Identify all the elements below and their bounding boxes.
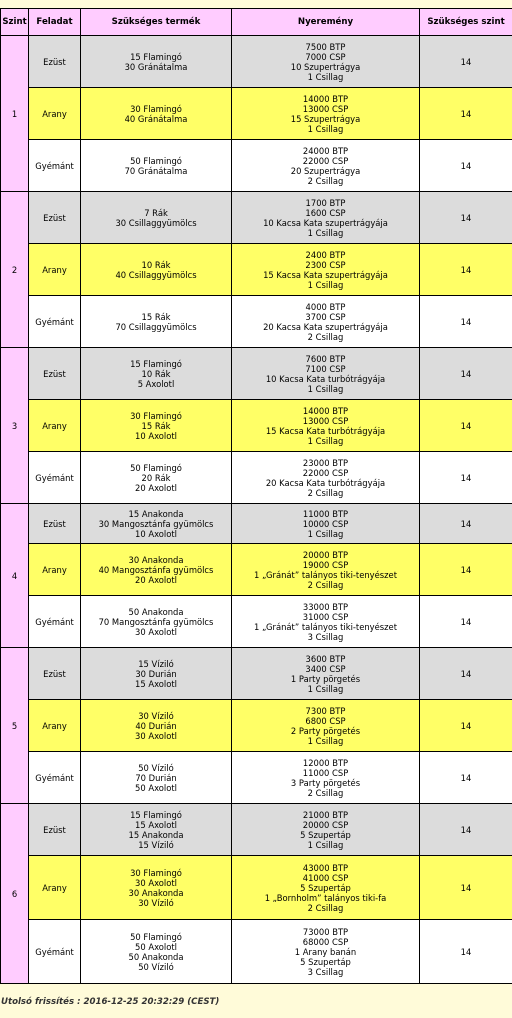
reward-line: 1700 BTP <box>305 197 346 208</box>
product-line: 30 Flamingó <box>130 103 182 114</box>
reward-line: 7600 BTP <box>305 353 346 364</box>
table-row <box>1 244 512 296</box>
reward-line: 5 Szupertáp <box>300 882 351 893</box>
product-line: 50 Flamingó <box>130 462 182 473</box>
task-name: Ezüst <box>29 804 81 856</box>
reward-line: 22000 CSP <box>302 155 349 166</box>
product-line: 50 Axolotl <box>135 941 177 952</box>
required-level: 14 <box>420 244 512 296</box>
reward-line: 1 Csillag <box>307 735 344 746</box>
product-line: 50 Víziló <box>138 961 174 972</box>
product-line: 15 Rák <box>141 311 171 322</box>
reward-line: 2 Csillag <box>307 579 344 590</box>
product-line: 15 Flamingó <box>130 358 182 369</box>
product-line: 30 Axolotl <box>135 877 177 888</box>
reward-line: 3 Party pörgetés <box>290 777 361 788</box>
product-line: 50 Víziló <box>138 762 174 773</box>
task-name: Gyémánt <box>29 140 81 192</box>
product-line: 40 Mangosztánfa gyümölcs <box>98 564 214 575</box>
reward-line: 1 Csillag <box>307 279 344 290</box>
required-level: 14 <box>420 452 512 504</box>
task-rewards <box>232 544 420 596</box>
reward-line: 68000 CSP <box>302 936 349 947</box>
table-row <box>1 596 512 648</box>
task-products <box>81 400 232 452</box>
reward-line: 1 Csillag <box>307 528 344 539</box>
product-line: 70 Gránátalma <box>124 165 188 176</box>
product-line: 30 Víziló <box>138 710 174 721</box>
table-row <box>1 804 512 856</box>
table-row <box>1 700 512 752</box>
reward-line: 3 Csillag <box>307 966 344 977</box>
task-products <box>81 348 232 400</box>
task-rewards <box>232 348 420 400</box>
task-name: Gyémánt <box>29 296 81 348</box>
task-products <box>81 140 232 192</box>
task-rewards <box>232 856 420 920</box>
task-name: Gyémánt <box>29 752 81 804</box>
task-products <box>81 296 232 348</box>
task-products <box>81 648 232 700</box>
task-rewards <box>232 296 420 348</box>
reward-line: 73000 BTP <box>302 926 349 937</box>
reward-line: 2 Party pörgetés <box>290 725 361 736</box>
product-line: 30 Anakonda <box>128 554 184 565</box>
product-line: 5 Axolotl <box>137 378 175 389</box>
task-products <box>81 700 232 752</box>
reward-line: 1 „Bornholm” talányos tiki-fa <box>264 892 387 903</box>
product-line: 10 Rák <box>141 259 171 270</box>
product-line: 10 Rák <box>141 368 171 379</box>
task-name: Arany <box>29 88 81 140</box>
reward-line: 1 Party pörgetés <box>290 673 361 684</box>
reward-line: 10000 CSP <box>302 518 349 529</box>
product-line: 15 Flamingó <box>130 51 182 62</box>
header-level: Szint <box>1 9 29 36</box>
product-line: 70 Csillaggyümölcs <box>115 321 197 332</box>
task-name: Arany <box>29 244 81 296</box>
reward-line: 2 Csillag <box>307 175 344 186</box>
task-rewards <box>232 752 420 804</box>
header-required-level: Szükséges szint <box>420 9 512 36</box>
reward-line: 1 Csillag <box>307 435 344 446</box>
task-products <box>81 752 232 804</box>
product-line: 7 Rák <box>144 207 168 218</box>
reward-line: 23000 BTP <box>302 457 349 468</box>
level-cell: 5 <box>1 648 29 804</box>
header-products: Szükséges termék <box>81 9 232 36</box>
product-line: 15 Axolotl <box>135 819 177 830</box>
product-line: 15 Víziló <box>138 839 174 850</box>
task-products <box>81 36 232 88</box>
reward-line: 2400 BTP <box>305 249 346 260</box>
product-line: 40 Gránátalma <box>124 113 188 124</box>
reward-line: 1 Csillag <box>307 383 344 394</box>
reward-line: 11000 BTP <box>302 508 349 519</box>
table-row <box>1 348 512 400</box>
task-name: Arany <box>29 400 81 452</box>
reward-line: 41000 CSP <box>302 872 349 883</box>
product-line: 50 Anakonda <box>128 951 184 962</box>
reward-line: 20000 BTP <box>302 549 349 560</box>
task-rewards <box>232 400 420 452</box>
last-updated: Utolsó frissítés : 2016-12-25 20:32:29 (CEST) <box>1 997 220 1007</box>
product-line: 10 Axolotl <box>135 528 177 539</box>
product-line: 50 Flamingó <box>130 155 182 166</box>
reward-line: 24000 BTP <box>302 145 349 156</box>
required-level: 14 <box>420 920 512 984</box>
reward-line: 14000 BTP <box>302 405 349 416</box>
task-name: Arany <box>29 700 81 752</box>
reward-line: 5 Szupertáp <box>300 956 351 967</box>
reward-line: 33000 BTP <box>302 601 349 612</box>
task-name: Arany <box>29 544 81 596</box>
reward-line: 7100 CSP <box>305 363 346 374</box>
reward-line: 31000 CSP <box>302 611 349 622</box>
reward-line: 10 Kacsa Kata turbótrágyája <box>265 373 386 384</box>
task-products <box>81 856 232 920</box>
reward-line: 43000 BTP <box>302 862 349 873</box>
table-row <box>1 856 512 920</box>
reward-line: 2 Csillag <box>307 331 344 342</box>
table-row <box>1 88 512 140</box>
product-line: 30 Flamingó <box>130 410 182 421</box>
task-rewards <box>232 596 420 648</box>
product-line: 30 Mangosztánfa gyümölcs <box>98 518 214 529</box>
reward-line: 12000 BTP <box>302 757 349 768</box>
level-cell: 1 <box>1 36 29 192</box>
header-task: Feladat <box>29 9 81 36</box>
product-line: 10 Axolotl <box>135 430 177 441</box>
task-rewards <box>232 700 420 752</box>
required-level: 14 <box>420 752 512 804</box>
task-rewards <box>232 244 420 296</box>
task-name: Gyémánt <box>29 596 81 648</box>
product-line: 30 Flamingó <box>130 867 182 878</box>
required-level: 14 <box>420 700 512 752</box>
table-row <box>1 192 512 244</box>
reward-line: 2300 CSP <box>305 259 346 270</box>
table-row <box>1 920 512 984</box>
reward-line: 1 „Gránát” talányos tiki-tenyészet <box>254 621 397 632</box>
reward-line: 1600 CSP <box>305 207 346 218</box>
table-row <box>1 140 512 192</box>
task-products <box>81 88 232 140</box>
task-name: Ezüst <box>29 192 81 244</box>
task-products <box>81 244 232 296</box>
task-products <box>81 596 232 648</box>
product-line: 30 Axolotl <box>135 626 177 637</box>
reward-line: 7500 BTP <box>305 41 346 52</box>
level-cell: 4 <box>1 504 29 648</box>
task-products <box>81 544 232 596</box>
reward-line: 2 Csillag <box>307 487 344 498</box>
reward-line: 4000 BTP <box>305 301 346 312</box>
task-rewards <box>232 504 420 544</box>
task-name: Arany <box>29 856 81 920</box>
reward-line: 19000 CSP <box>302 559 349 570</box>
product-line: 30 Gránátalma <box>124 61 188 72</box>
reward-line: 20 Kacsa Kata szupertrágyája <box>263 321 388 332</box>
required-level: 14 <box>420 804 512 856</box>
product-line: 30 Axolotl <box>135 730 177 741</box>
product-line: 15 Rák <box>141 420 171 431</box>
product-line: 50 Anakonda <box>128 606 184 617</box>
reward-line: 6800 CSP <box>305 715 346 726</box>
product-line: 15 Anakonda <box>128 829 184 840</box>
task-rewards <box>232 140 420 192</box>
product-line: 30 Anakonda <box>128 887 184 898</box>
required-level: 14 <box>420 544 512 596</box>
task-rewards <box>232 920 420 984</box>
table-row <box>1 452 512 504</box>
required-level: 14 <box>420 140 512 192</box>
task-rewards <box>232 648 420 700</box>
reward-line: 14000 BTP <box>302 93 349 104</box>
task-name: Gyémánt <box>29 452 81 504</box>
reward-line: 20 Kacsa Kata turbótrágyája <box>265 477 386 488</box>
task-products <box>81 452 232 504</box>
reward-line: 1 „Gránát” talányos tiki-tenyészet <box>254 569 397 580</box>
product-line: 15 Axolotl <box>135 678 177 689</box>
reward-line: 1 Csillag <box>307 683 344 694</box>
table-row <box>1 752 512 804</box>
level-cell: 6 <box>1 804 29 984</box>
required-level: 14 <box>420 296 512 348</box>
reward-line: 3 Csillag <box>307 631 344 642</box>
reward-line: 7000 CSP <box>305 51 346 62</box>
table-row <box>1 648 512 700</box>
level-cell: 2 <box>1 192 29 348</box>
reward-line: 21000 BTP <box>302 809 349 820</box>
reward-line: 7300 BTP <box>305 705 346 716</box>
product-line: 40 Csillaggyümölcs <box>115 269 197 280</box>
product-line: 20 Axolotl <box>135 574 177 585</box>
reward-line: 13000 CSP <box>302 415 349 426</box>
task-rewards <box>232 36 420 88</box>
task-name: Ezüst <box>29 504 81 544</box>
reward-line: 3400 CSP <box>305 663 346 674</box>
header-row <box>1 9 512 36</box>
required-level: 14 <box>420 648 512 700</box>
task-name: Ezüst <box>29 348 81 400</box>
reward-line: 2 Csillag <box>307 902 344 913</box>
header-reward: Nyeremény <box>232 9 420 36</box>
quest-table-body <box>1 36 512 984</box>
reward-line: 1 Arany banán <box>294 946 357 957</box>
task-rewards <box>232 452 420 504</box>
task-name: Ezüst <box>29 648 81 700</box>
table-row <box>1 504 512 544</box>
product-line: 30 Víziló <box>138 897 174 908</box>
product-line: 30 Durián <box>135 668 177 679</box>
product-line: 30 Csillaggyümölcs <box>115 217 197 228</box>
task-rewards <box>232 804 420 856</box>
required-level: 14 <box>420 856 512 920</box>
reward-line: 2 Csillag <box>307 787 344 798</box>
reward-line: 3600 BTP <box>305 653 346 664</box>
product-line: 70 Mangosztánfa gyümölcs <box>98 616 214 627</box>
task-rewards <box>232 192 420 244</box>
table-row <box>1 400 512 452</box>
level-cell: 3 <box>1 348 29 504</box>
task-name: Ezüst <box>29 36 81 88</box>
reward-line: 15 Szupertrágya <box>290 113 361 124</box>
product-line: 20 Axolotl <box>135 482 177 493</box>
task-products <box>81 504 232 544</box>
product-line: 40 Durián <box>135 720 177 731</box>
reward-line: 15 Kacsa Kata szupertrágyája <box>263 269 388 280</box>
product-line: 50 Flamingó <box>130 931 182 942</box>
reward-line: 3700 CSP <box>305 311 346 322</box>
reward-line: 20000 CSP <box>302 819 349 830</box>
reward-line: 5 Szupertáp <box>300 829 351 840</box>
task-products <box>81 920 232 984</box>
product-line: 70 Durián <box>135 772 177 783</box>
reward-line: 1 Csillag <box>307 839 344 850</box>
reward-line: 1 Csillag <box>307 71 344 82</box>
reward-line: 22000 CSP <box>302 467 349 478</box>
required-level: 14 <box>420 88 512 140</box>
product-line: 20 Rák <box>141 472 171 483</box>
reward-line: 13000 CSP <box>302 103 349 114</box>
reward-line: 10 Kacsa Kata szupertrágyája <box>263 217 388 228</box>
reward-line: 10 Szupertrágya <box>290 61 361 72</box>
reward-line: 15 Kacsa Kata turbótrágyája <box>265 425 386 436</box>
quest-table <box>0 8 512 984</box>
table-row <box>1 544 512 596</box>
required-level: 14 <box>420 504 512 544</box>
required-level: 14 <box>420 192 512 244</box>
reward-line: 20 Szupertrágya <box>290 165 361 176</box>
reward-line: 1 Csillag <box>307 227 344 238</box>
task-name: Gyémánt <box>29 920 81 984</box>
table-row <box>1 36 512 88</box>
task-products <box>81 804 232 856</box>
product-line: 15 Flamingó <box>130 809 182 820</box>
product-line: 15 Anakonda <box>128 508 184 519</box>
product-line: 50 Axolotl <box>135 782 177 793</box>
reward-line: 11000 CSP <box>302 767 349 778</box>
reward-line: 1 Csillag <box>307 123 344 134</box>
required-level: 14 <box>420 36 512 88</box>
required-level: 14 <box>420 348 512 400</box>
product-line: 15 Víziló <box>138 658 174 669</box>
table-row <box>1 296 512 348</box>
required-level: 14 <box>420 400 512 452</box>
required-level: 14 <box>420 596 512 648</box>
task-rewards <box>232 88 420 140</box>
task-products <box>81 192 232 244</box>
